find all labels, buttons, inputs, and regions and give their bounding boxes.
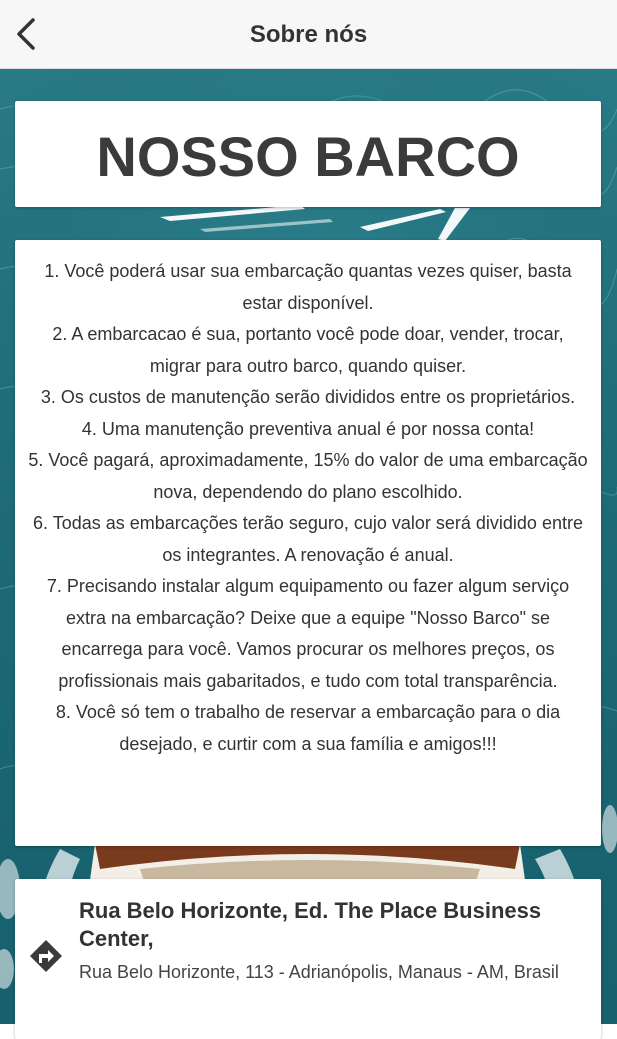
directions-icon[interactable]: [29, 939, 63, 973]
rule-item: 2. A embarcacao é sua, portanto você pode doar, vender, trocar, migrar para outro barco, quando quiser.: [52, 324, 564, 376]
hero-title-card: [15, 101, 601, 207]
rule-item: 8. Você só tem o trabalho de reservar a embarcação para o dia desejado, e curtir com a sua família e amigos!!!: [55, 702, 561, 754]
rule-item: 5. Você pagará, aproximadamente, 15% do valor de uma embarcação nova, dependendo do plano escolhido.: [28, 450, 588, 502]
address-card[interactable]: [15, 879, 601, 1039]
hero-title: NOSSO BARCO: [96, 124, 520, 188]
rule-item: 4. Uma manutenção preventiva anual é por nossa conta!: [81, 418, 535, 439]
rule-item: 7. Precisando instalar algum equipamento ou fazer algum serviço extra na embarcação? Deixe que a equipe "Nosso Barco" se encarrega para você. Vamos procurar os melhores preços, os profissionais mais gabaritados, e tudo com total transparência.: [46, 576, 570, 691]
page-title: Sobre nós: [249, 21, 368, 48]
rule-item: 1. Você poderá usar sua embarcação quantas vezes quiser, basta estar disponível.: [44, 261, 572, 313]
address-line: Rua Belo Horizonte, 113 - Adrianópolis, Manaus - AM, Brasil: [79, 962, 559, 982]
rules-card: [15, 240, 601, 846]
navigation-bar: [0, 0, 617, 69]
rule-item: 3. Os custos de manutenção serão divididos entre os proprietários.: [40, 387, 576, 407]
address-title: Rua Belo Horizonte, Ed. The Place Business Center,: [79, 898, 542, 951]
rule-item: 6. Todas as embarcações terão seguro, cujo valor será dividido entre os integrantes. A renovação é anual.: [33, 513, 583, 565]
